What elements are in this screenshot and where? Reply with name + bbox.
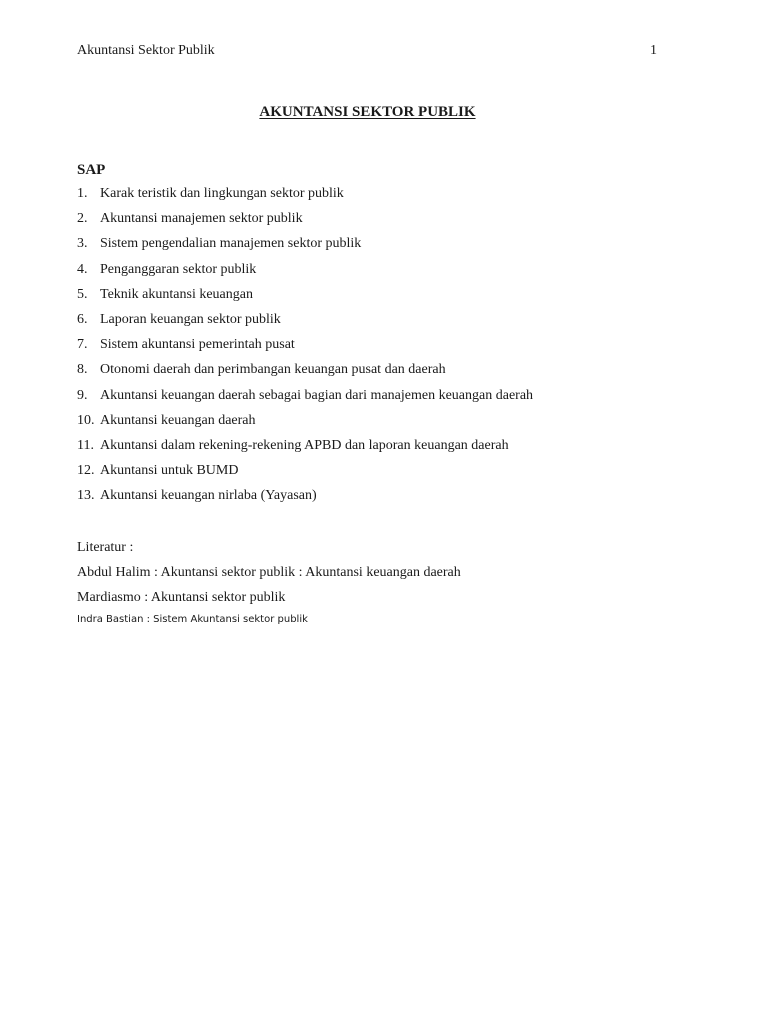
sap-item-text: Laporan keuangan sektor publik <box>100 311 281 327</box>
sap-item-number: 5. <box>77 286 88 302</box>
document-title: AKUNTANSI SEKTOR PUBLIK <box>259 104 476 120</box>
sap-item-text: Akuntansi untuk BUMD <box>100 463 239 479</box>
sap-list-item <box>77 260 533 285</box>
sap-list-item <box>77 184 533 209</box>
sap-item-number: 9. <box>77 387 88 403</box>
sap-item-number: 4. <box>77 261 88 277</box>
sap-item-text: Akuntansi keuangan daerah <box>100 412 256 428</box>
sap-item-number: 13. <box>77 488 95 504</box>
sap-list-item <box>77 411 533 436</box>
sap-item-number: 1. <box>77 186 88 201</box>
sap-item-text: Sistem pengendalian manajemen sektor publik <box>100 236 362 252</box>
sap-list <box>77 184 533 511</box>
literature-item: Abdul Halim : Akuntansi sektor publik : Akuntansi keuangan daerah <box>77 565 461 580</box>
literature-item: Mardiasmo : Akuntansi sektor publik <box>77 590 286 605</box>
literature-heading: Literatur : <box>77 540 134 555</box>
sap-item-text: Akuntansi manajemen sektor publik <box>100 211 303 227</box>
sap-item-number: 11. <box>77 437 94 453</box>
sap-list-item <box>77 209 533 234</box>
sap-item-text: Karak teristik dan lingkungan sektor publik <box>100 186 344 201</box>
running-header-title: Akuntansi Sektor Publik <box>77 43 215 58</box>
sap-item-number: 8. <box>77 362 88 378</box>
sap-list-item <box>77 234 533 259</box>
sap-item-text: Teknik akuntansi keuangan <box>100 286 253 302</box>
sap-item-text: Penganggaran sektor publik <box>100 261 257 277</box>
sap-list-item <box>77 486 533 511</box>
sap-list-item <box>77 386 533 411</box>
sap-list-item <box>77 335 533 360</box>
sap-item-text: Akuntansi dalam rekening-rekening APBD dan laporan keuangan daerah <box>100 437 509 453</box>
sap-list-item <box>77 461 533 486</box>
sap-item-text: Akuntansi keuangan daerah sebagai bagian dari manajemen keuangan daerah <box>100 387 534 403</box>
sap-item-number: 10. <box>77 412 95 428</box>
sap-heading: SAP <box>77 162 106 178</box>
sap-item-text: Akuntansi keuangan nirlaba (Yayasan) <box>100 488 317 504</box>
sap-list-item <box>77 436 533 461</box>
sap-item-number: 6. <box>77 311 88 327</box>
sap-item-number: 7. <box>77 337 88 353</box>
sap-list-item <box>77 285 533 310</box>
sap-item-number: 2. <box>77 211 88 227</box>
literature-item-small: Indra Bastian : Sistem Akuntansi sektor publik <box>77 614 308 625</box>
sap-item-number: 12. <box>77 463 95 479</box>
sap-list-item <box>77 360 533 385</box>
sap-item-text: Sistem akuntansi pemerintah pusat <box>100 337 295 353</box>
page-number: 1 <box>650 43 657 58</box>
sap-item-text: Otonomi daerah dan perimbangan keuangan pusat dan daerah <box>100 362 446 378</box>
sap-item-number: 3. <box>77 236 88 252</box>
sap-list-item <box>77 310 533 335</box>
